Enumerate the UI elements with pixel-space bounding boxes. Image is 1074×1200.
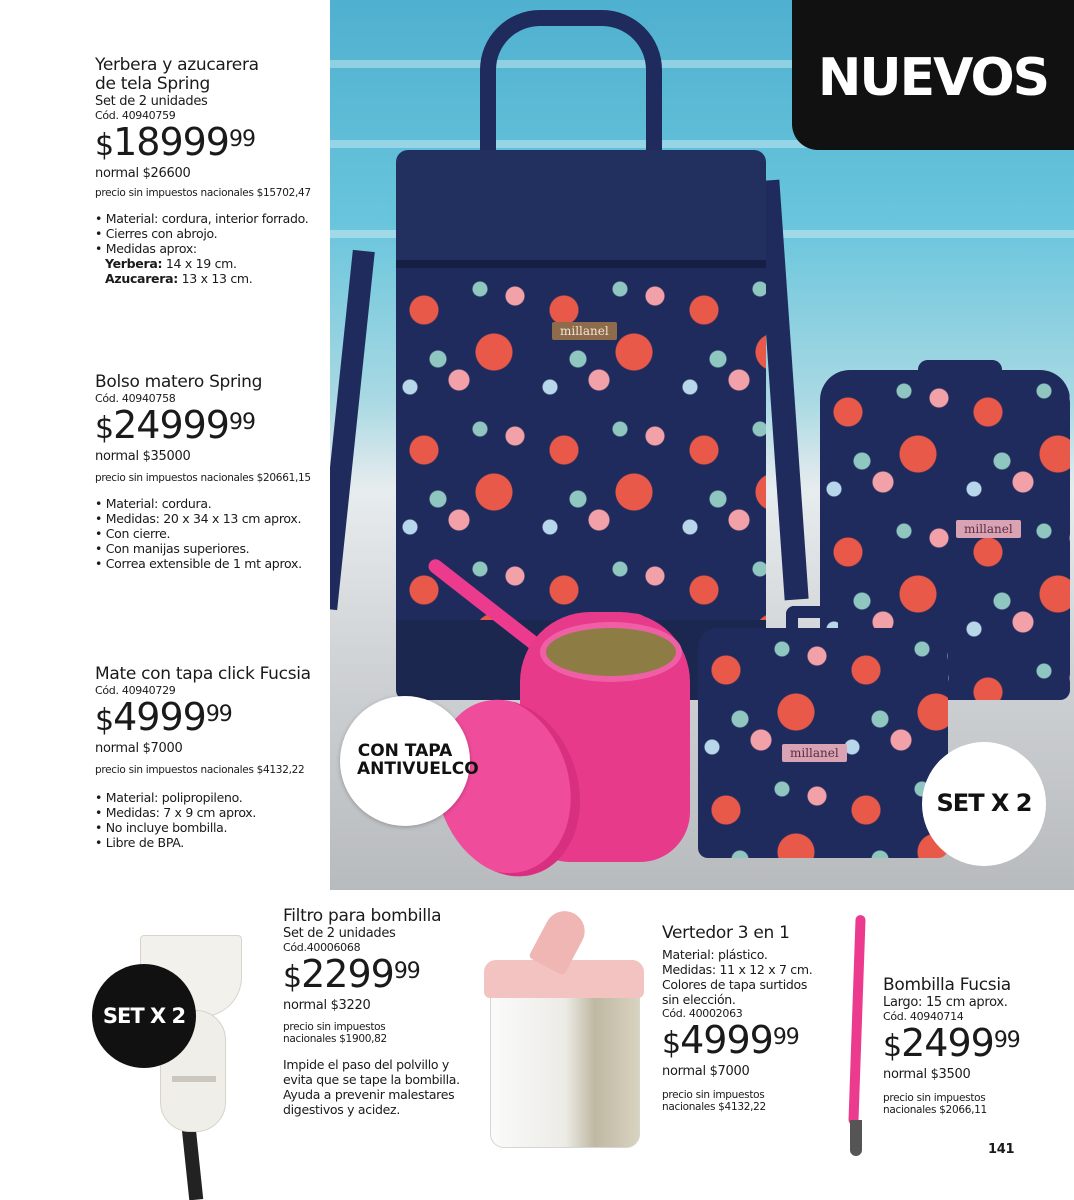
feature-item: • Material: polipropileno. [95, 790, 330, 805]
product-tax-price: precio sin impuestos nacionales $1900,82 [283, 1021, 387, 1045]
brand-label: millanel [956, 520, 1021, 538]
product-normal-price: normal $3500 [883, 1067, 971, 1082]
product-normal-price: normal $26600 [95, 166, 191, 181]
product-code: Cód. 40940714 [883, 1010, 964, 1023]
product-features [95, 790, 330, 850]
product-price: $2299$^{99}$ [283, 952, 420, 996]
set-x2-badge [922, 742, 1046, 866]
product-normal-price: normal $35000 [95, 449, 191, 464]
feature-item: • Medidas: 20 x 34 x 13 cm aprox. [95, 511, 330, 526]
feature-item: • Con manijas superiores. [95, 541, 330, 556]
set-x2-badge [92, 964, 196, 1068]
product-yerbera [95, 56, 330, 286]
product-subtitle: Set de 2 unidades [95, 94, 208, 109]
product-code: Cód. 40940759 [95, 109, 176, 122]
product-bolso [95, 373, 330, 571]
product-subtitle: Largo: 15 cm aprox. [883, 995, 1008, 1010]
product-code: Cód. 40002063 [662, 1007, 743, 1020]
feature-item: • Libre de BPA. [95, 835, 330, 850]
feature-item: Azucarera: 13 x 13 cm. [105, 271, 253, 286]
product-title: Yerbera y azucarera de tela Spring [95, 55, 259, 94]
product-bombilla [883, 976, 1063, 1116]
product-normal-price: normal $3220 [283, 998, 371, 1013]
feature-item: • Con cierre. [95, 526, 330, 541]
nuevos-badge [792, 0, 1074, 150]
product-price: $24999$^{99}$ [95, 403, 255, 447]
product-code: Cód. 40940729 [95, 684, 176, 697]
product-description: Impide el paso del polvillo y evita que se tape la bombilla. Ayuda a prevenir malestares digestivos y acidez. [283, 1057, 460, 1117]
con-tapa-antivuelco-text: CON TAPA ANTIVUELCO [357, 741, 479, 779]
product-tax-price: precio sin impuestos nacionales $15702,47 [95, 187, 311, 199]
feature-item: • Medidas aprox: [95, 241, 330, 256]
set-x2-text: SET X 2 [102, 1003, 186, 1028]
feature-item: • Correa extensible de 1 mt aprox. [95, 556, 330, 571]
product-details: Material: plástico. Medidas: 11 x 12 x 7 cm. Colores de tapa surtidos sin elección. [662, 947, 813, 1007]
product-tax-price: precio sin impuestos nacionales $4132,22 [662, 1089, 766, 1113]
feature-item: • No incluye bombilla. [95, 820, 330, 835]
product-price: $18999$^{99}$ [95, 120, 255, 164]
product-title: Bolso matero Spring [95, 372, 263, 392]
product-code: Cód.40006068 [283, 941, 361, 954]
product-tax-price: precio sin impuestos nacionales $4132,22 [95, 764, 305, 776]
con-tapa-antivuelco-badge [340, 696, 479, 826]
product-subtitle: Set de 2 unidades [283, 926, 396, 941]
product-features [95, 211, 330, 286]
product-vertedor [662, 924, 862, 1113]
set-x2-text: SET X 2 [936, 789, 1032, 818]
product-price: $4999$^{99}$ [95, 695, 232, 739]
product-title: Filtro para bombilla [283, 906, 442, 926]
product-filtro [283, 907, 483, 1117]
product-price: $4999$^{99}$ [662, 1018, 799, 1062]
product-price: $2499$^{99}$ [883, 1021, 1020, 1065]
feature-item: • Material: cordura. [95, 496, 330, 511]
nuevos-text: NUEVOS [817, 48, 1049, 108]
feature-item: • Medidas: 7 x 9 cm aprox. [95, 805, 330, 820]
feature-item: • Cierres con abrojo. [95, 226, 330, 241]
hero-photo [330, 0, 1074, 890]
product-normal-price: normal $7000 [95, 741, 183, 756]
product-mate [95, 665, 330, 850]
product-normal-price: normal $7000 [662, 1064, 750, 1079]
product-features [95, 496, 330, 571]
product-title: Vertedor 3 en 1 [662, 923, 790, 943]
product-tax-price: precio sin impuestos nacionales $2066,11 [883, 1092, 987, 1116]
product-tax-price: precio sin impuestos nacionales $20661,15 [95, 472, 311, 484]
brand-label: millanel [782, 744, 847, 762]
brand-label: millanel [552, 322, 617, 340]
product-title: Mate con tapa click Fucsia [95, 664, 311, 684]
page-number: 141 [988, 1142, 1015, 1157]
product-title: Bombilla Fucsia [883, 975, 1011, 995]
feature-item: Yerbera: 14 x 19 cm. [105, 256, 237, 271]
product-code: Cód. 40940758 [95, 392, 176, 405]
feature-item: • Material: cordura, interior forrado. [95, 211, 330, 226]
